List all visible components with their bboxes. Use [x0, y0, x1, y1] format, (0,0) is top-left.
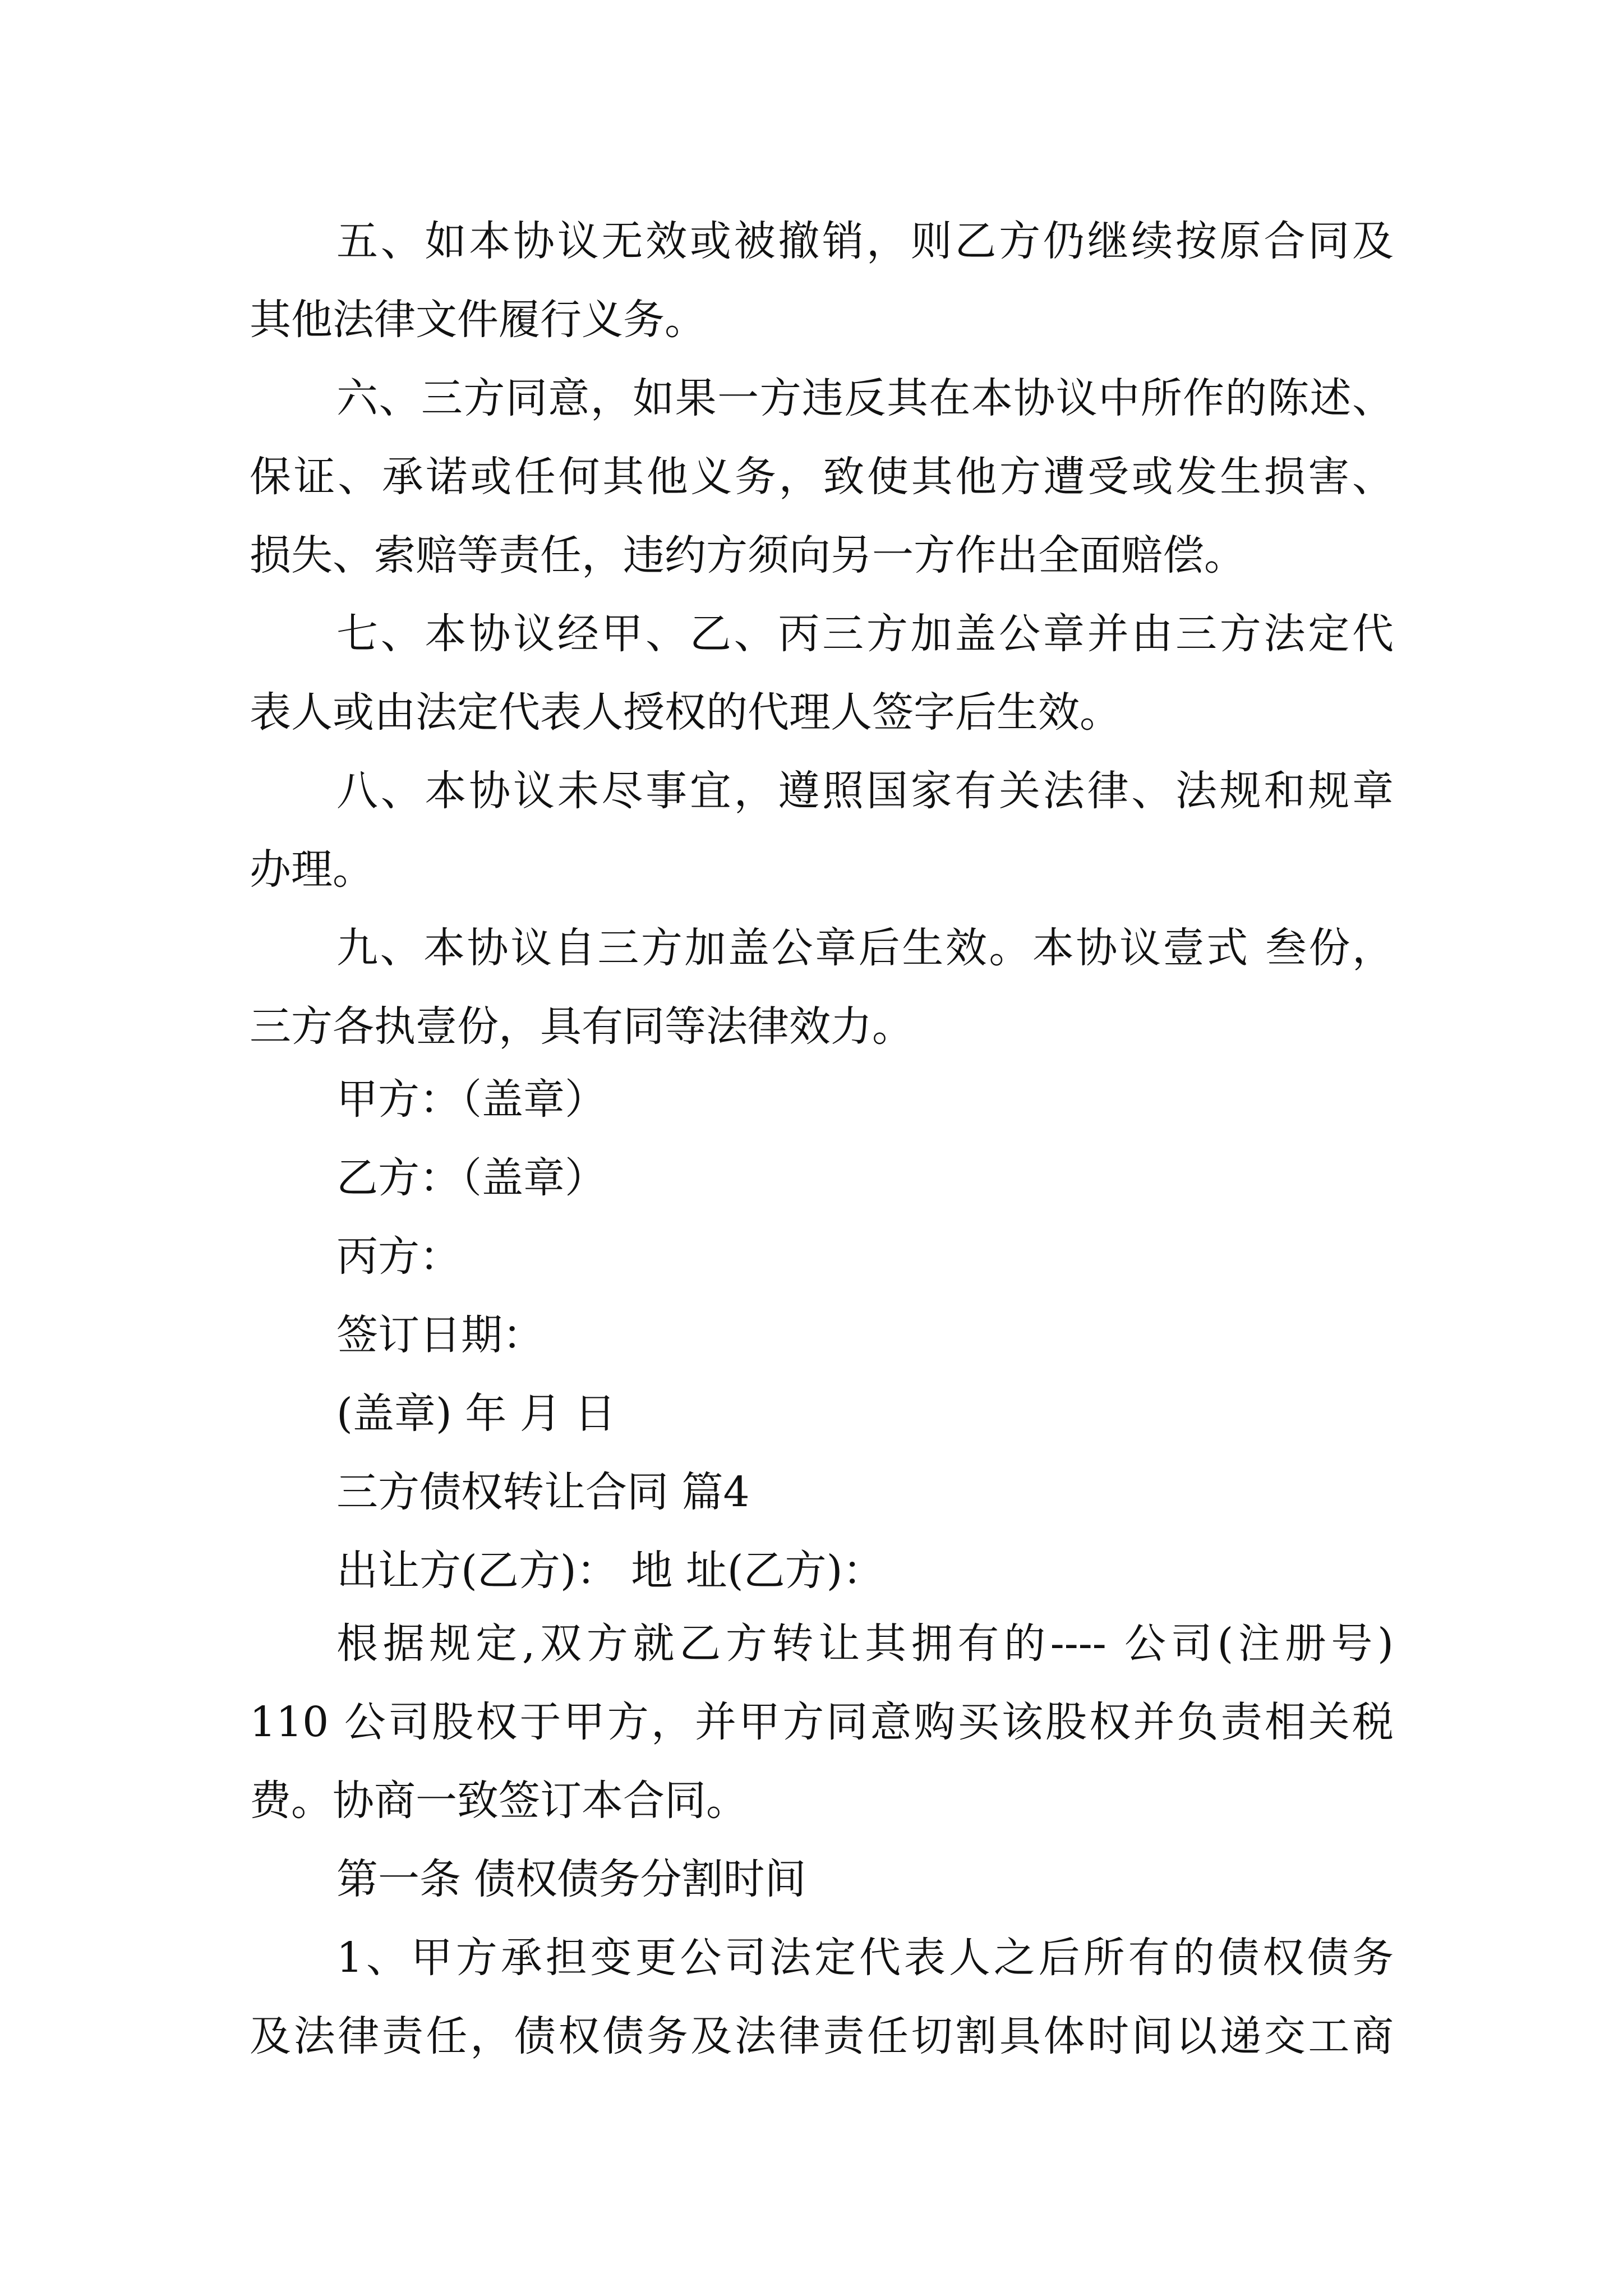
preamble-line-2: 110 公司股权于甲方，并甲方同意购买该股权并负责相关税 — [250, 1698, 1394, 1746]
clause-6-line-3: 损失、索赔等责任，违约方须向另一方作出全面赔偿。 — [250, 531, 1246, 579]
clause-8-line-2: 办理。 — [250, 845, 374, 894]
clause-7-line-2: 表人或由法定代表人授权的代理人签字后生效。 — [250, 688, 1121, 737]
clause-9-line-1: 九、本协议自三方加盖公章后生效。本协议壹式 叁份， — [336, 924, 1394, 972]
clause-6-line-2: 保证、承诺或任何其他义务，致使其他方遭受或发生损害、 — [250, 453, 1394, 501]
seal-date-line: (盖章) 年 月 日 — [336, 1389, 616, 1438]
preamble-line-3: 费。协商一致签订本合同。 — [250, 1777, 748, 1825]
clause-8-line-1: 八、本协议未尽事宜，遵照国家有关法律、法规和规章 — [336, 767, 1394, 815]
signing-date-label: 签订日期： — [336, 1311, 544, 1359]
article-1-item-1-line-1: 1、甲方承担变更公司法定代表人之后所有的债权债务 — [336, 1934, 1394, 1982]
section-heading: 三方债权转让合同 篇4 — [336, 1468, 750, 1516]
clause-7-line-1: 七、本协议经甲、乙、丙三方加盖公章并由三方法定代 — [336, 610, 1394, 658]
clause-5-line-1: 五、如本协议无效或被撤销，则乙方仍继续按原合同及 — [336, 217, 1394, 265]
party-c-seal: 丙方： — [336, 1232, 461, 1281]
clause-5-line-2: 其他法律文件履行义务。 — [250, 296, 706, 344]
transferor-address-line: 出让方(乙方)： 地 址(乙方)： — [336, 1547, 884, 1595]
party-b-seal: 乙方：（盖章） — [336, 1154, 606, 1202]
clause-6-line-1: 六、三方同意，如果一方违反其在本协议中所作的陈述、 — [336, 374, 1394, 422]
article-1-heading: 第一条 债权债务分割时间 — [336, 1855, 806, 1903]
preamble-line-1: 根据规定,双方就乙方转让其拥有的---- 公司(注册号) — [336, 1619, 1394, 1668]
party-a-seal: 甲方：（盖章） — [336, 1075, 606, 1124]
clause-9-line-2: 三方各执壹份，具有同等法律效力。 — [250, 1002, 914, 1051]
article-1-item-1-line-2: 及法律责任，债权债务及法律责任切割具体时间以递交工商 — [250, 2012, 1394, 2060]
